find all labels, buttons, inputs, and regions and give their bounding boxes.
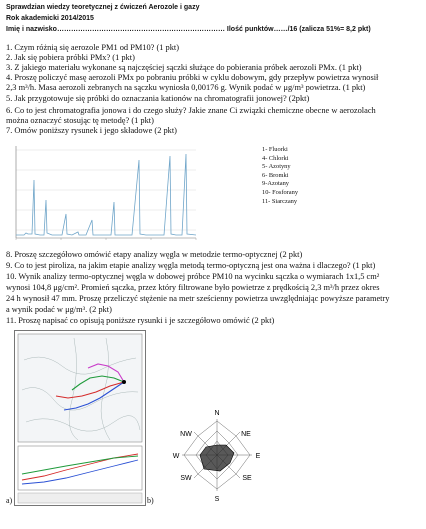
legend-item: 6- Bromki: [262, 171, 289, 179]
dir-n: N: [214, 410, 220, 417]
legend-item: 4- Chlorki: [262, 154, 289, 162]
question-4-line-2: 2,3 m³/h. Masa aerozoli zebranych na sączku wyniosła 0,00176 g. Wynik podać w μg/m³ powietrza. (1 pkt): [6, 84, 366, 92]
chromatogram-figure: [6, 140, 202, 246]
question-10-line-2: wynosi 104,8 μg/cm². Promień sączka, przez który filtrowane było powietrze z prędkością 2,3 m³/h przez okres: [6, 284, 380, 292]
question-10-line-3: 24 h wynosił 47 mm. Proszę przeliczyć stężenie na metr sześcienny powietrza uwzględniając powyższe parametry: [6, 295, 390, 303]
dir-nw: NW: [180, 431, 192, 438]
question-11: 11. Proszę napisać co opisują poniższe rysunki i je szczegółowo omówić (2 pkt): [6, 317, 275, 325]
dir-e: E: [255, 453, 261, 460]
question-6-line-2: można oznaczyć stosując tę metodę? (1 pkt): [6, 117, 154, 125]
name-score-line: Imię i nazwisko……………………………………………………………… Ilość punktów……/16 (zalicza 51%= 8,2 pkt): [6, 26, 371, 33]
question-1: 1. Czym różnią się aerozole PM1 od PM10? (1 pkt): [6, 44, 180, 52]
dir-s: S: [214, 496, 220, 503]
dir-sw: SW: [180, 475, 192, 482]
chromatogram-legend: [262, 146, 298, 206]
question-8: 8. Proszę szczegółowo omówić etapy analizy węgla w metodzie termo-optycznej (2 pkt): [6, 251, 303, 259]
question-9: 9. Co to jest piroliza, na jakim etapie analizy węgla metodą termo-optyczną jest ona ważna i dlaczego? (1 pkt): [6, 262, 376, 270]
wind-rose-figure: [168, 405, 266, 505]
figure-a-label: a): [6, 496, 13, 505]
figure-b-label: b): [147, 496, 154, 505]
dir-ne: NE: [241, 431, 251, 438]
question-5: 5. Jak przygotowuje się próbki do oznaczania kationów na chromatografii jonowej? (2pkt): [6, 95, 310, 103]
receptor-point: [122, 380, 126, 384]
legend-item: 10- Fosforany: [262, 188, 299, 196]
dir-w: W: [172, 453, 180, 460]
question-4-line-1: 4. Proszę policzyć masę aerozoli PMx po pobraniu próbki w cyklu dobowym, gdy przepływ powietrza wynosił: [6, 74, 379, 82]
question-10-line-4: a wynik podać w μg/m³. (2 pkt): [6, 306, 112, 314]
trajectory-map-figure: [14, 330, 146, 506]
height-panel: [18, 446, 142, 490]
question-7: 7. Omów poniższy rysunek i jego składowe (2 pkt): [6, 127, 177, 135]
legend-item: 11- Siarczany: [262, 197, 298, 205]
academic-year: Rok akademicki 2014/2015: [6, 15, 94, 22]
legend-item: 5- Azotyny: [262, 163, 291, 171]
footer-panel: [18, 493, 142, 503]
question-10-line-1: 10. Wynik analizy termo-optycznej węgla w dobowej próbce PM10 na wycinku sączka o wymiarach 1x1,5 cm²: [6, 273, 380, 281]
title: Sprawdzian wiedzy teoretycznej z ćwiczeń Aerozole i gazy: [6, 4, 200, 11]
question-3: 3. Z jakiego materiału wykonane są najczęściej sączki służące do pobierania próbek aerozoli PMx. (1 pkt): [6, 64, 362, 72]
dir-se: SE: [242, 475, 252, 482]
legend-item: 1- Fluorki: [262, 146, 288, 153]
legend-item: 9-Azotany: [262, 180, 289, 188]
question-2: 2. Jak się pobiera próbki PMx? (1 pkt): [6, 54, 135, 62]
question-6-line-1: 6. Co to jest chromatografia jonowa i do czego służy? Jakie znane Ci związki chemiczne obecne w aerozolach: [6, 107, 376, 115]
